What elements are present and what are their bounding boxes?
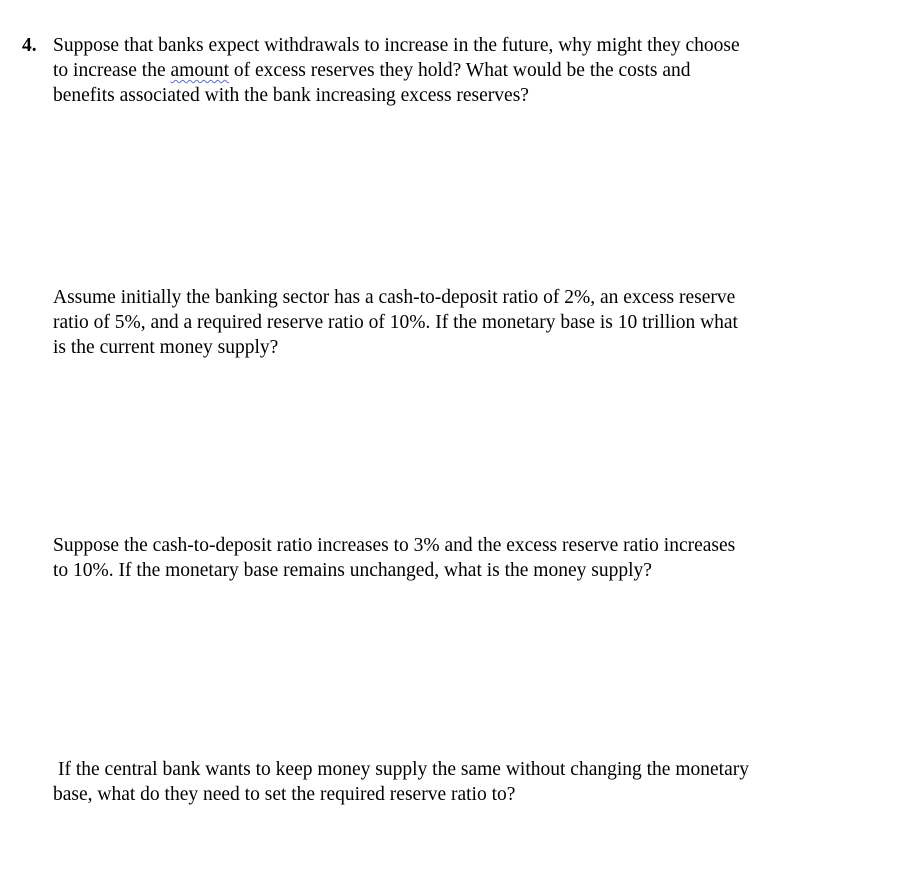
question-part-c [53, 757, 853, 807]
part-a-line-3[interactable]: is the current money supply? [53, 337, 279, 358]
part-a-line-2[interactable]: ratio of 5%, and a required reserve ratio of 10%. If the monetary base is 10 trillion what [53, 312, 738, 333]
part-c-line-1[interactable]: If the central bank wants to keep money supply the same without changing the monetary [58, 759, 749, 780]
part-b-line-2[interactable]: to 10%. If the monetary base remains unchanged, what is the money supply? [53, 560, 652, 581]
question-part-a [53, 285, 853, 360]
intro-line-1[interactable]: Suppose that banks expect withdrawals to increase in the future, why might they choose [53, 35, 740, 56]
part-c-line-2[interactable]: base, what do they need to set the required reserve ratio to? [53, 784, 516, 805]
question-part-b [53, 533, 853, 583]
intro-line-2[interactable] [53, 58, 853, 83]
intro-line-2-before: to increase the [53, 60, 171, 81]
question-number: 4. [22, 35, 37, 56]
question-intro [53, 33, 853, 108]
part-a-line-1[interactable]: Assume initially the banking sector has a cash-to-deposit ratio of 2%, an excess reserve [53, 287, 736, 308]
part-b-line-1[interactable]: Suppose the cash-to-deposit ratio increases to 3% and the excess reserve ratio increases [53, 535, 736, 556]
intro-line-2-after: of excess reserves they hold? What would be the costs and [229, 60, 691, 81]
intro-line-3[interactable]: benefits associated with the bank increasing excess reserves? [53, 85, 529, 106]
spellcheck-flagged-word[interactable]: amount [170, 60, 229, 81]
